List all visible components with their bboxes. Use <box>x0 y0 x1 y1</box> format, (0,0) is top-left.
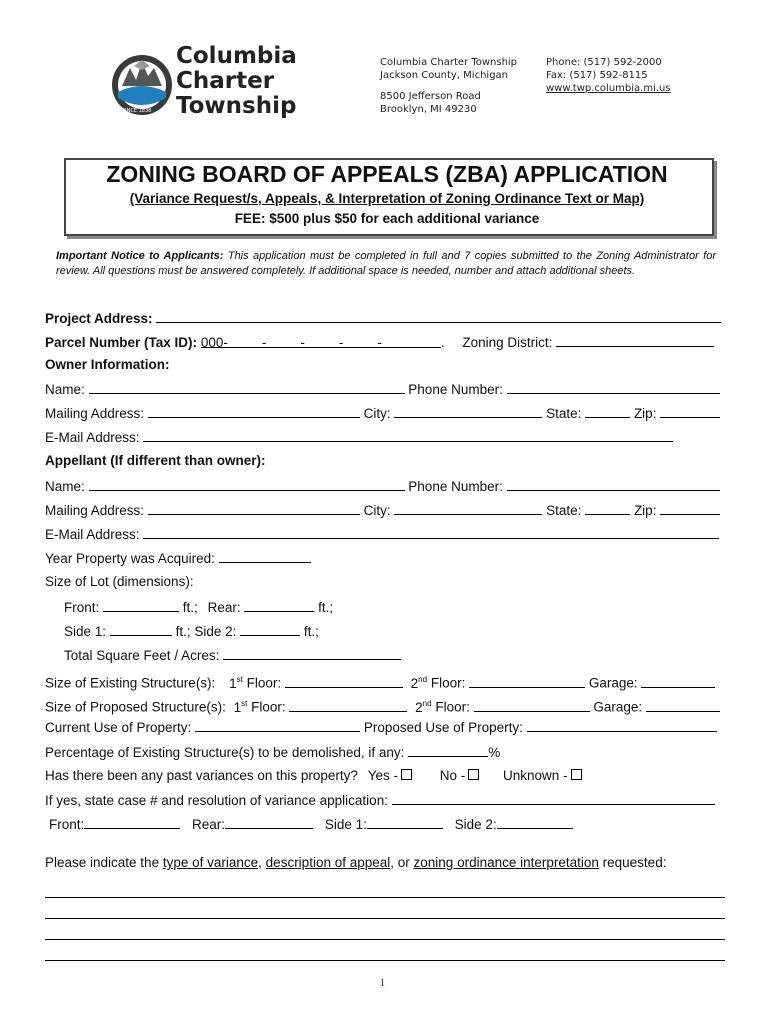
project-address-field[interactable] <box>156 310 721 323</box>
page-number: 1 <box>380 978 385 989</box>
proposed-garage-field[interactable] <box>646 699 720 712</box>
owner-mailing-field[interactable] <box>148 405 360 418</box>
project-address-row: Project Address: <box>45 310 721 327</box>
appellant-heading: Appellant (If different than owner): <box>45 453 266 468</box>
logo-seal-text: SINCE 1838 <box>122 108 152 114</box>
owner-state-field[interactable] <box>585 405 630 418</box>
past-variances-row: Has there been any past variances on this property? Yes - No - Unknown - <box>45 768 582 784</box>
appellant-mailing-field[interactable] <box>148 502 360 515</box>
proposed-structure-row: Size of Proposed Structure(s): 1st Floor: 2nd Floor: Garage: <box>45 696 720 716</box>
city-line: Brooklyn, MI 49230 <box>380 104 477 115</box>
demolished-row: Percentage of Existing Structure(s) to be demolished, if any: % <box>45 745 501 760</box>
owner-mailing-row: Mailing Address: City: State: Zip: <box>45 405 720 422</box>
fee-line: FEE: $500 plus $50 for each additional variance <box>234 211 540 226</box>
contact-block <box>546 56 671 95</box>
setback-side2-field[interactable] <box>497 816 573 829</box>
owner-name-row: Name: Phone Number: <box>45 381 720 398</box>
year-acquired-row: Year Property was Acquired: <box>45 550 311 567</box>
lot-sides-row: Side 1: ft.; Side 2: ft.; <box>64 624 319 639</box>
owner-info-heading: Owner Information: <box>45 357 170 372</box>
website-link[interactable]: www.twp.columbia.mi.us <box>546 83 671 94</box>
case-resolution-field[interactable] <box>392 792 715 805</box>
proposed-use-field[interactable] <box>527 719 717 732</box>
appellant-city-field[interactable] <box>394 502 542 515</box>
appellant-zip-field[interactable] <box>660 502 720 515</box>
logo-wordmark: Columbia Charter Township <box>176 43 297 119</box>
setback-rear-field[interactable] <box>225 816 313 829</box>
setback-row: Front: Rear: Side 1: Side 2: <box>49 816 573 833</box>
request-line-1[interactable] <box>45 897 725 898</box>
existing-second-floor-field[interactable] <box>469 675 585 688</box>
lot-side1-field[interactable] <box>110 623 172 636</box>
org-name: Columbia Charter Township <box>380 57 518 68</box>
fax: Fax: (517) 592-8115 <box>546 70 648 81</box>
parcel-row: Parcel Number (Tax ID): 000- - - - - . Zoning District: <box>45 334 714 351</box>
existing-garage-field[interactable] <box>641 675 715 688</box>
if-yes-row: If yes, state case # and resolution of variance application: <box>45 792 715 809</box>
no-checkbox[interactable] <box>468 769 479 780</box>
setback-side1-field[interactable] <box>367 816 443 829</box>
owner-email-field[interactable] <box>143 429 673 442</box>
owner-phone-field[interactable] <box>507 381 720 394</box>
yes-checkbox[interactable] <box>401 769 412 780</box>
page-title: ZONING BOARD OF APPEALS (ZBA) APPLICATION <box>106 161 668 187</box>
lot-side2-field[interactable] <box>240 623 300 636</box>
year-acquired-field[interactable] <box>219 550 311 563</box>
owner-zip-field[interactable] <box>660 405 720 418</box>
lot-size-row: Size of Lot (dimensions): <box>45 574 194 589</box>
parcel-number-field[interactable]: 000- - - - - <box>201 335 441 348</box>
request-line-3[interactable] <box>45 939 725 940</box>
phone: Phone: (517) 592-2000 <box>546 57 662 68</box>
street: 8500 Jefferson Road <box>380 91 481 102</box>
page-subtitle: (Variance Request/s, Appeals, & Interpretation of Zoning Ordinance Text or Map) <box>129 191 645 206</box>
important-notice: Important Notice to Applicants: This application must be completed in full and 7 copies submitted to the Zoning Administrator for review. All questions must be answered completely. If additional space is needed, number and attach additional sheets. <box>56 250 716 277</box>
zoning-district-field[interactable] <box>556 334 714 347</box>
appellant-phone-field[interactable] <box>507 478 720 491</box>
unknown-checkbox[interactable] <box>571 769 582 780</box>
request-line-2[interactable] <box>45 918 725 919</box>
total-sqft-field[interactable] <box>223 647 401 660</box>
setback-front-field[interactable] <box>84 816 180 829</box>
indicate-request-row: Please indicate the type of variance, description of appeal, or zoning ordinance interpretation requested: <box>45 855 667 870</box>
appellant-email-row: E-Mail Address: <box>45 526 719 543</box>
total-sqft-row: Total Square Feet / Acres: <box>64 647 401 664</box>
appellant-mailing-row: Mailing Address: City: State: Zip: <box>45 502 720 519</box>
owner-name-field[interactable] <box>89 381 405 394</box>
appellant-state-field[interactable] <box>585 502 630 515</box>
lot-rear-field[interactable] <box>244 599 314 612</box>
owner-email-row: E-Mail Address: <box>45 429 673 446</box>
address-block <box>380 56 517 116</box>
appellant-name-field[interactable] <box>89 478 405 491</box>
current-use-field[interactable] <box>195 719 360 732</box>
lot-front-field[interactable] <box>103 599 179 612</box>
appellant-name-row: Name: Phone Number: <box>45 478 720 495</box>
appellant-email-field[interactable] <box>143 526 719 539</box>
request-line-4[interactable] <box>45 960 725 961</box>
lot-front-rear-row: Front: ft.; Rear: ft.; <box>64 600 334 615</box>
existing-structure-row: Size of Existing Structure(s): 1st Floor: 2nd Floor: Garage: <box>45 672 715 692</box>
use-of-property-row: Current Use of Property: Proposed Use of Property: <box>45 719 717 736</box>
proposed-second-floor-field[interactable] <box>474 699 590 712</box>
county: Jackson County, Michigan <box>380 70 509 81</box>
owner-city-field[interactable] <box>394 405 542 418</box>
existing-first-floor-field[interactable] <box>285 675 403 688</box>
pct-demolished-field[interactable] <box>408 744 488 757</box>
proposed-first-floor-field[interactable] <box>289 699 407 712</box>
